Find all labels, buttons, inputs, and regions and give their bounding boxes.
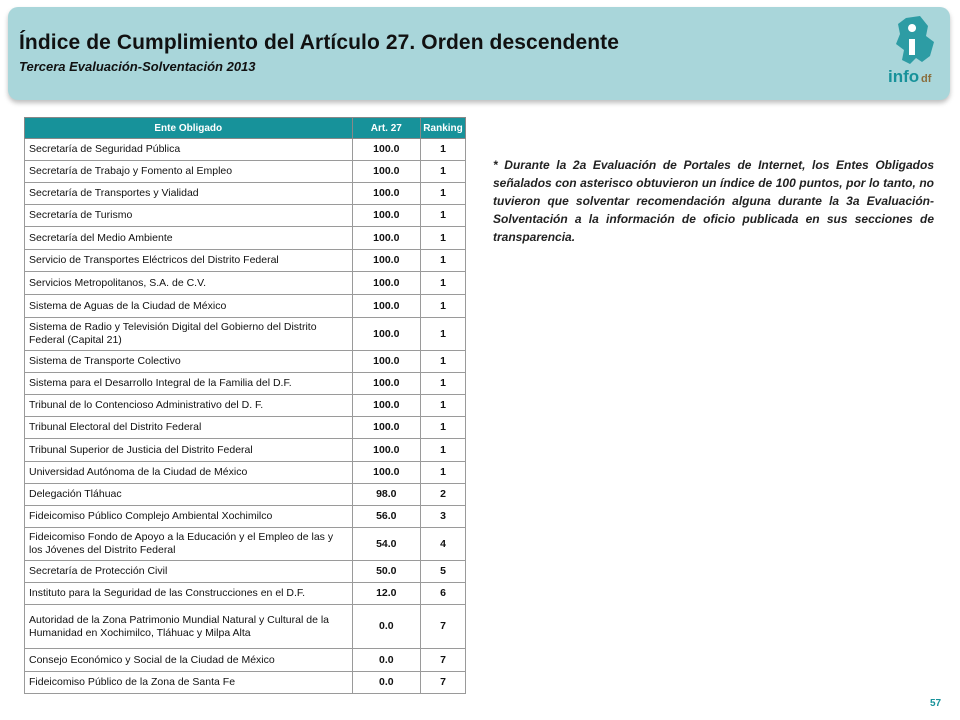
- cell-art27: 100.0: [352, 250, 421, 272]
- cell-ranking: 3: [421, 506, 466, 528]
- table-row: [25, 417, 466, 439]
- cell-ente: Fideicomiso Público de la Zona de Santa Fe: [25, 672, 353, 694]
- cell-ente: Secretaría de Trabajo y Fomento al Empleo: [25, 161, 353, 183]
- col-header-ranking: Ranking: [421, 118, 466, 139]
- table-row: [25, 605, 466, 649]
- cell-ranking: 5: [421, 561, 466, 583]
- cell-ranking: 7: [421, 605, 466, 649]
- cell-ente: Tribunal Electoral del Distrito Federal: [25, 417, 353, 439]
- table-row: [25, 205, 466, 227]
- table-row: [25, 439, 466, 462]
- table-row: [25, 583, 466, 605]
- col-header-ente: Ente Obligado: [25, 118, 353, 139]
- cell-art27: 54.0: [352, 528, 421, 561]
- cell-art27: 100.0: [352, 351, 421, 373]
- cell-art27: 0.0: [352, 605, 421, 649]
- cell-art27: 100.0: [352, 139, 421, 161]
- table-row: [25, 227, 466, 250]
- cell-ranking: 1: [421, 295, 466, 318]
- cell-ranking: 7: [421, 672, 466, 694]
- cell-ente: Sistema de Transporte Colectivo: [25, 351, 353, 373]
- cell-ranking: 1: [421, 462, 466, 484]
- infodf-logo: [876, 12, 954, 104]
- table-row: [25, 649, 466, 672]
- page-number: 57: [930, 698, 942, 709]
- cell-ente: Servicios Metropolitanos, S.A. de C.V.: [25, 272, 353, 295]
- table-row: [25, 528, 466, 561]
- cell-ranking: 6: [421, 583, 466, 605]
- cell-ente: Delegación Tláhuac: [25, 484, 353, 506]
- cell-ente: Secretaría de Transportes y Vialidad: [25, 183, 353, 205]
- cell-ente: Secretaría de Turismo: [25, 205, 353, 227]
- cell-art27: 100.0: [352, 272, 421, 295]
- cell-ente: Sistema de Radio y Televisión Digital del Gobierno del Distrito Federal (Capital 21): [25, 318, 353, 351]
- cell-ranking: 2: [421, 484, 466, 506]
- col-header-art27: Art. 27: [352, 118, 421, 139]
- cell-ranking: 1: [421, 139, 466, 161]
- asterisk-note: * Durante la 2a Evaluación de Portales de Internet, los Entes Obligados señalados con asterisco obtuvieron un índice de 100 puntos, por lo tanto, no tuvieron que solventar recomendación alguna durante la 3a Evaluación-Solventación a la información de oficio publicada en sus secciones de transparencia.: [493, 158, 934, 244]
- table-row: [25, 161, 466, 183]
- table-row: [25, 484, 466, 506]
- table-row: [25, 351, 466, 373]
- table-row: [25, 561, 466, 583]
- cell-ranking: 1: [421, 183, 466, 205]
- cell-ranking: 1: [421, 161, 466, 183]
- cell-ente: Tribunal de lo Contencioso Administrativo del D. F.: [25, 395, 353, 417]
- table-row: [25, 272, 466, 295]
- cell-art27: 98.0: [352, 484, 421, 506]
- cell-ranking: 1: [421, 272, 466, 295]
- table-row: [25, 250, 466, 272]
- table-row: [25, 318, 466, 351]
- cell-ranking: 7: [421, 649, 466, 672]
- cell-ente: Tribunal Superior de Justicia del Distrito Federal: [25, 439, 353, 462]
- cell-ranking: 1: [421, 250, 466, 272]
- page-title: Índice de Cumplimiento del Artículo 27. Orden descendente: [19, 31, 620, 54]
- cell-ranking: 1: [421, 395, 466, 417]
- cell-art27: 100.0: [352, 295, 421, 318]
- table-row: [25, 295, 466, 318]
- cell-art27: 0.0: [352, 672, 421, 694]
- cell-art27: 100.0: [352, 205, 421, 227]
- table-row: [25, 506, 466, 528]
- cell-ente: Servicio de Transportes Eléctricos del Distrito Federal: [25, 250, 353, 272]
- table-row: [25, 139, 466, 161]
- ranking-table: [24, 117, 466, 694]
- cell-art27: 100.0: [352, 183, 421, 205]
- table-row: [25, 672, 466, 694]
- table-row: [25, 373, 466, 395]
- cell-art27: 100.0: [352, 417, 421, 439]
- cell-art27: 56.0: [352, 506, 421, 528]
- cell-ente: Secretaría del Medio Ambiente: [25, 227, 353, 250]
- table-row: [25, 183, 466, 205]
- cell-art27: 100.0: [352, 439, 421, 462]
- cell-ranking: 1: [421, 373, 466, 395]
- cell-ente: Universidad Autónoma de la Ciudad de México: [25, 462, 353, 484]
- infodf-logo-icon: [876, 12, 954, 104]
- table-header-row: [25, 118, 466, 139]
- cell-ente: Consejo Económico y Social de la Ciudad de México: [25, 649, 353, 672]
- cell-ente: Sistema para el Desarrollo Integral de la Familia del D.F.: [25, 373, 353, 395]
- cell-ranking: 1: [421, 318, 466, 351]
- cell-art27: 50.0: [352, 561, 421, 583]
- logo-text: info: [888, 67, 920, 86]
- cell-ranking: 1: [421, 439, 466, 462]
- cell-ente: Secretaría de Protección Civil: [25, 561, 353, 583]
- cell-art27: 100.0: [352, 161, 421, 183]
- cell-art27: 100.0: [352, 227, 421, 250]
- page-subtitle: Tercera Evaluación-Solventación 2013: [19, 59, 256, 74]
- cell-ranking: 1: [421, 205, 466, 227]
- cell-ente: Fideicomiso Fondo de Apoyo a la Educación y el Empleo de las y los Jóvenes del Distrito Federal: [25, 528, 353, 561]
- cell-art27: 100.0: [352, 395, 421, 417]
- cell-ente: Sistema de Aguas de la Ciudad de México: [25, 295, 353, 318]
- table-row: [25, 395, 466, 417]
- cell-ranking: 1: [421, 227, 466, 250]
- cell-ente: Secretaría de Seguridad Pública: [25, 139, 353, 161]
- cell-art27: 12.0: [352, 583, 421, 605]
- cell-ente: Instituto para la Seguridad de las Construcciones en el D.F.: [25, 583, 353, 605]
- cell-art27: 100.0: [352, 462, 421, 484]
- logo-sub: df: [921, 73, 932, 85]
- cell-ranking: 1: [421, 351, 466, 373]
- cell-ente: Autoridad de la Zona Patrimonio Mundial Natural y Cultural de la Humanidad en Xochimilco, Tláhuac y Milpa Alta: [25, 605, 353, 649]
- table-row: [25, 462, 466, 484]
- cell-art27: 100.0: [352, 318, 421, 351]
- cell-ente: Fideicomiso Público Complejo Ambiental Xochimilco: [25, 506, 353, 528]
- cell-ranking: 1: [421, 417, 466, 439]
- cell-art27: 100.0: [352, 373, 421, 395]
- cell-ranking: 4: [421, 528, 466, 561]
- cell-art27: 0.0: [352, 649, 421, 672]
